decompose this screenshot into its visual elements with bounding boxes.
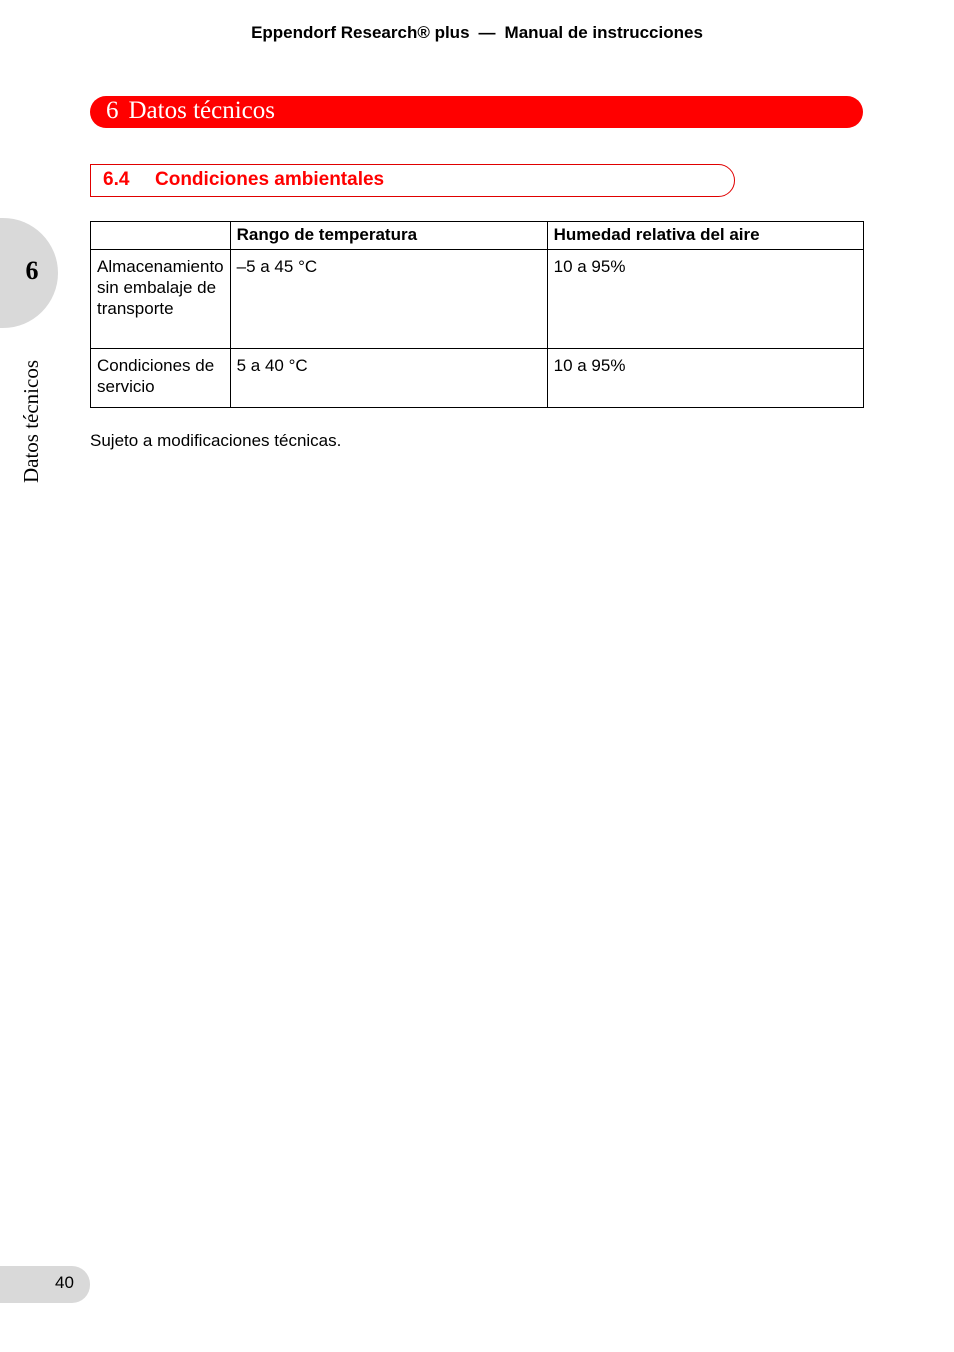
table-row — [91, 250, 864, 349]
table-row — [91, 349, 864, 408]
table-cell: Almacenamiento sin embalaje de transporte — [91, 250, 231, 349]
header-separator: — — [478, 23, 496, 42]
chapter-heading-bar — [90, 96, 863, 128]
section-title: Condiciones ambientales — [155, 169, 385, 190]
section-number: 6.4 — [103, 169, 130, 190]
table-cell: 10 a 95% — [547, 349, 863, 408]
table-header-cell: Humedad relativa del aire — [547, 222, 863, 250]
table-header-cell — [91, 222, 231, 250]
side-chapter-title: Datos técnicos — [19, 360, 43, 484]
table-cell: Condiciones de servicio — [91, 349, 231, 408]
section-heading-box — [90, 164, 735, 197]
header-document-title: Manual de instrucciones — [504, 23, 703, 42]
page-number-tab — [0, 1266, 90, 1303]
side-chapter-title-container — [18, 360, 48, 500]
table-cell: 10 a 95% — [547, 250, 863, 349]
running-header — [0, 22, 954, 44]
side-chapter-number: 6 — [25, 256, 39, 285]
table-cell: 5 a 40 °C — [230, 349, 547, 408]
table-cell: –5 a 45 °C — [230, 250, 547, 349]
table-header-row — [91, 222, 864, 250]
footnote-text: Sujeto a modificaciones técnicas. — [90, 431, 342, 450]
environmental-conditions-table — [90, 221, 864, 408]
chapter-title: Datos técnicos — [128, 97, 275, 124]
table-header-cell: Rango de temperatura — [230, 222, 547, 250]
header-product-name: Eppendorf Research® plus — [251, 23, 470, 42]
page-number: 40 — [55, 1273, 74, 1292]
chapter-number: 6 — [106, 97, 119, 124]
